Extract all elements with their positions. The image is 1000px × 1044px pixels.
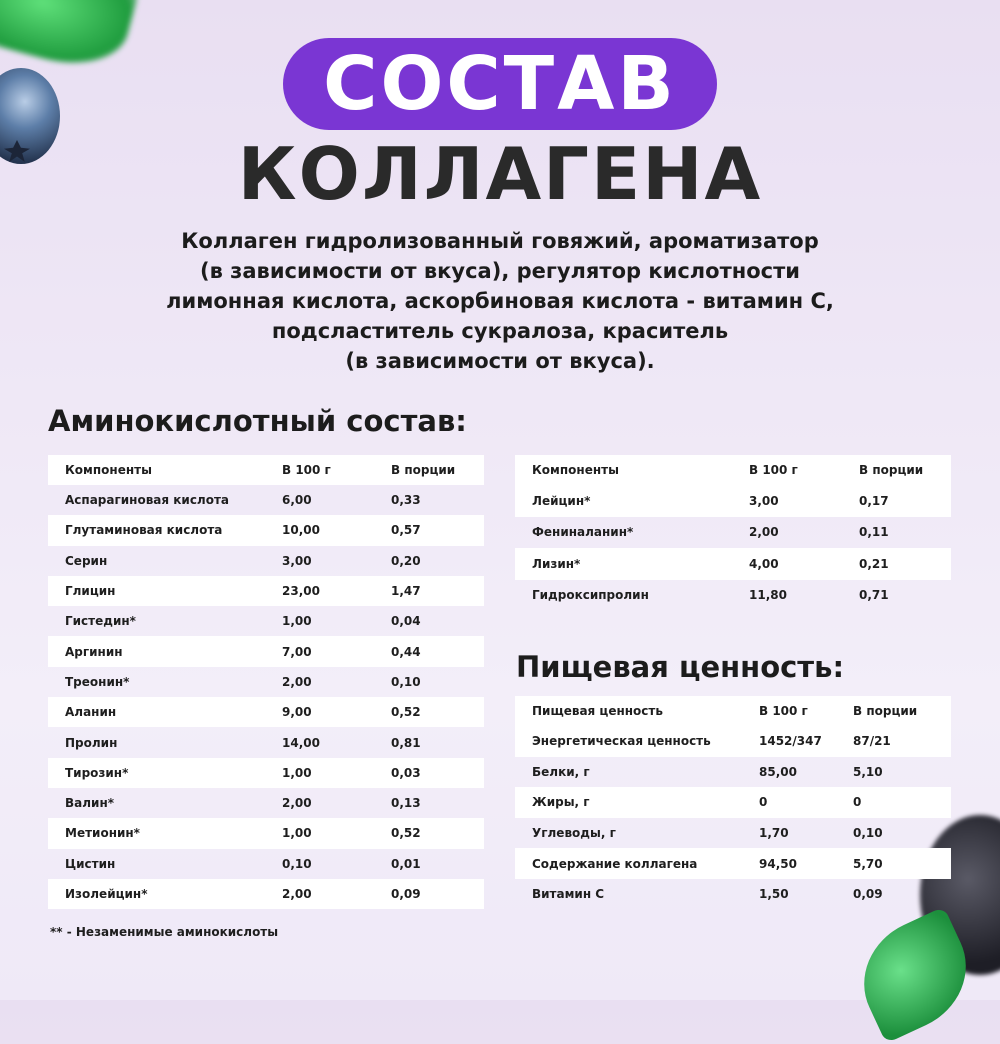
table-cell: Пролин xyxy=(65,735,118,750)
table-cell: Цистин xyxy=(65,856,116,871)
table-row xyxy=(515,726,951,757)
table-row xyxy=(515,818,951,849)
table-header-cell: Пищевая ценность xyxy=(532,704,663,718)
table-cell: 1,00 xyxy=(282,826,312,841)
table-row xyxy=(48,546,484,576)
table-row xyxy=(515,787,951,818)
table-cell: 7,00 xyxy=(282,644,312,659)
table-cell: 1,70 xyxy=(759,826,789,841)
table-cell: 4,00 xyxy=(749,556,779,571)
table-header-cell: В порции xyxy=(391,463,456,477)
table-cell: 0,20 xyxy=(391,553,421,568)
table-cell: 0,52 xyxy=(391,705,421,720)
table-row xyxy=(515,485,951,517)
table-cell: Треонин* xyxy=(65,674,130,689)
table-cell: Глицин xyxy=(65,584,116,599)
table-cell: Аргинин xyxy=(65,644,123,659)
table-cell: Лейцин* xyxy=(532,493,591,508)
table-row xyxy=(515,548,951,580)
table-cell: 0,10 xyxy=(282,856,312,871)
table-cell: Энергетическая ценность xyxy=(532,734,711,749)
table-cell: 2,00 xyxy=(282,674,312,689)
table-cell: Гистедин* xyxy=(65,614,136,629)
table-cell: 3,00 xyxy=(749,493,779,508)
table-row xyxy=(515,757,951,788)
amino-section-title: Аминокислотный состав: xyxy=(48,404,467,438)
table-cell: Витамин С xyxy=(532,887,605,902)
table-cell: 3,00 xyxy=(282,553,312,568)
table-cell: Валин* xyxy=(65,796,115,811)
table-cell: 14,00 xyxy=(282,735,320,750)
amino-table-right xyxy=(515,455,951,611)
table-row xyxy=(515,879,951,910)
nutrition-section-title: Пищевая ценность: xyxy=(516,650,845,684)
table-cell: 1,47 xyxy=(391,584,421,599)
table-row xyxy=(515,517,951,549)
table-cell: 0,10 xyxy=(391,674,421,689)
table-cell: 0,17 xyxy=(859,493,889,508)
table-row xyxy=(48,697,484,727)
table-cell: 2,00 xyxy=(749,525,779,540)
table-cell: 0,03 xyxy=(391,765,421,780)
table-cell: 0,81 xyxy=(391,735,421,750)
table-cell: 85,00 xyxy=(759,764,797,779)
table-row xyxy=(48,485,484,515)
title-badge xyxy=(283,38,717,130)
title-badge-text: СОСТАВ xyxy=(323,41,677,127)
description-line: лимонная кислота, аскорбиновая кислота - витамин С, xyxy=(166,289,834,313)
table-cell: 0 xyxy=(759,795,768,810)
table-cell: Фениналанин* xyxy=(532,525,634,540)
table-cell: 2,00 xyxy=(282,796,312,811)
table-row xyxy=(48,636,484,666)
table-row xyxy=(515,848,951,879)
table-header-row xyxy=(515,696,951,726)
table-header-cell: Компоненты xyxy=(532,463,619,477)
description-line: подсластитель сукралоза, краситель xyxy=(271,319,729,343)
table-cell: Аланин xyxy=(65,705,117,720)
table-cell: 0,01 xyxy=(391,856,421,871)
table-cell: 1,50 xyxy=(759,887,789,902)
table-header-cell: В 100 г xyxy=(749,463,798,477)
table-row xyxy=(48,818,484,848)
table-header-cell: В порции xyxy=(859,463,924,477)
table-cell: 23,00 xyxy=(282,584,320,599)
table-cell: 6,00 xyxy=(282,493,312,508)
table-row xyxy=(48,667,484,697)
description-line: Коллаген гидролизованный говяжий, ароматизатор xyxy=(181,229,819,253)
table-header-row xyxy=(48,455,484,485)
table-cell: 0,71 xyxy=(859,588,889,603)
table-cell: Метионин* xyxy=(65,826,140,841)
table-cell: Глутаминовая кислота xyxy=(65,523,223,538)
table-cell: 0,44 xyxy=(391,644,421,659)
table-header-cell: В 100 г xyxy=(282,463,331,477)
table-row xyxy=(48,606,484,636)
table-cell: Изолейцин* xyxy=(65,887,148,901)
table-cell: Белки, г xyxy=(532,764,590,779)
table-header-cell: Компоненты xyxy=(65,463,152,477)
description-line: (в зависимости от вкуса). xyxy=(345,349,655,373)
table-row xyxy=(48,879,484,909)
table-cell: 1,00 xyxy=(282,614,312,629)
table-cell: 87/21 xyxy=(853,734,891,749)
table-cell: 11,80 xyxy=(749,588,787,603)
table-cell: 5,10 xyxy=(853,764,883,779)
nutrition-table xyxy=(515,696,951,910)
table-row xyxy=(48,758,484,788)
table-cell: 0,09 xyxy=(391,887,421,901)
table-cell: Углеводы, г xyxy=(532,826,616,841)
table-cell: 0 xyxy=(853,795,862,810)
table-row xyxy=(515,580,951,612)
table-cell: 9,00 xyxy=(282,705,312,720)
table-cell: 0,57 xyxy=(391,523,421,538)
table-cell: 0,04 xyxy=(391,614,421,629)
table-cell: 0,21 xyxy=(859,556,889,571)
table-cell: 10,00 xyxy=(282,523,320,538)
table-cell: 0,33 xyxy=(391,493,421,508)
table-cell: Тирозин* xyxy=(65,765,129,780)
table-header-cell: В 100 г xyxy=(759,704,808,718)
leaf-decoration-top-left xyxy=(0,0,139,78)
ingredients-description xyxy=(100,226,900,376)
table-row xyxy=(48,515,484,545)
table-header-cell: В порции xyxy=(853,704,918,718)
table-cell: 2,00 xyxy=(282,887,312,901)
table-cell: 0,13 xyxy=(391,796,421,811)
table-cell: Серин xyxy=(65,553,108,568)
page-title: КОЛЛАГЕНА xyxy=(237,132,763,216)
table-cell: Содержание коллагена xyxy=(532,856,698,871)
table-row xyxy=(48,727,484,757)
table-row xyxy=(48,576,484,606)
table-cell: 94,50 xyxy=(759,856,797,871)
table-cell: 0,10 xyxy=(853,826,883,841)
description-line: (в зависимости от вкуса), регулятор кислотности xyxy=(199,259,801,283)
table-cell: Аспарагиновая кислота xyxy=(65,493,230,508)
table-row xyxy=(48,788,484,818)
table-row xyxy=(48,849,484,879)
table-cell: 0,09 xyxy=(853,887,883,902)
footnote: ** - Незаменимые аминокислоты xyxy=(50,925,279,939)
table-cell: Жиры, г xyxy=(532,795,590,810)
table-cell: 0,11 xyxy=(859,525,889,540)
amino-table-left xyxy=(48,455,484,909)
table-cell: 1,00 xyxy=(282,765,312,780)
table-header-row xyxy=(515,455,951,485)
table-cell: 0,52 xyxy=(391,826,421,841)
table-cell: Гидроксипролин xyxy=(532,588,649,603)
table-cell: 5,70 xyxy=(853,856,883,871)
table-cell: Лизин* xyxy=(532,556,581,571)
table-cell: 1452/347 xyxy=(759,734,822,749)
